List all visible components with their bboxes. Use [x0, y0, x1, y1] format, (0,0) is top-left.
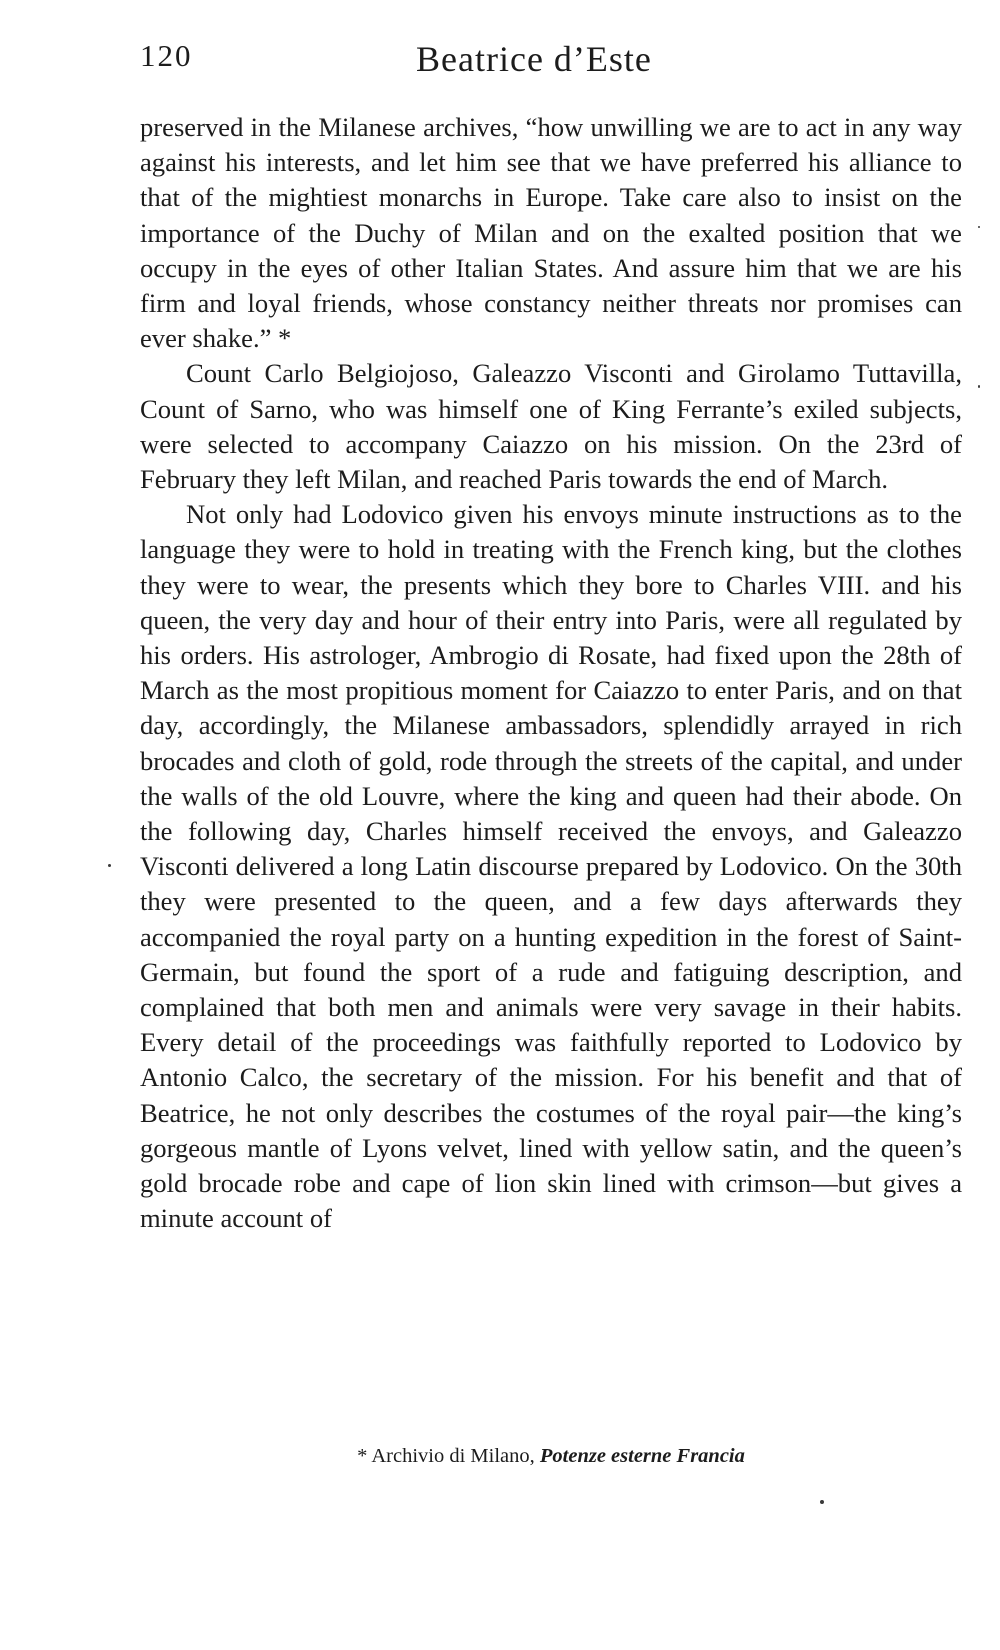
page-header [140, 38, 962, 88]
running-title: Beatrice d’Este [416, 39, 652, 79]
paragraph-1: preserved in the Milanese archives, “how unwilling we are to act in any way against his interests, and let him see that we have preferred his alliance to that of the mightiest monarchs in Europe. Take care also to insist on the importance of the Duchy of Milan and on the exalted position that we occupy in the eyes of other Italian States. And assure him that we are his firm and loyal friends, whose constancy neither threats nor promises can ever shake.” * [140, 112, 962, 354]
scan-speck [978, 385, 980, 388]
footnote-marker: * [357, 1445, 368, 1467]
body-text [140, 110, 962, 1237]
footnote-source: Archivio di Milano, [371, 1445, 535, 1467]
scan-speck [108, 864, 111, 867]
footnote [140, 1443, 962, 1469]
paragraph-3: Not only had Lodovico given his envoys minute instructions as to the language they were to hold in treating with the French king, but the clothes they were to wear, the presents which they bore to Charles VIII. and his queen, the very day and hour of their entry into Paris, were all regulated by his orders. His astrologer, Ambrogio di Rosate, had fixed upon the 28th of March as the most propitious moment for Caiazzo to enter Paris, and on that day, accordingly, the Milanese ambassadors, splendidly arrayed in rich brocades and cloth of gold, rode through the streets of the capital, and under the walls of the old Louvre, where the king and queen had their abode. On the following day, Charles himself received the envoys, and Galeazzo Visconti delivered a long Latin discourse prepared by Lodovico. On the 30th they were presented to the queen, and a few days afterwards they accompanied the royal party on a hunting expedition in the forest of Saint-Germain, but found the sport of a rude and fatiguing description, and complained that both men and animals were very savage in their habits. Every detail of the proceedings was faithfully reported to Lodovico by Antonio Calco, the secretary of the mission. For his benefit and that of Beatrice, he not only describes the costumes of the royal pair—the king’s gorgeous mantle of Lyons velvet, lined with yellow satin, and the queen’s gold brocade robe and cape of lion skin lined with crimson—but gives a minute account of [140, 499, 962, 1234]
page-number: 120 [140, 38, 193, 73]
footnote-italic-source: Potenze esterne Francia [539, 1445, 745, 1467]
paragraph-2: Count Carlo Belgiojoso, Galeazzo Visconti and Girolamo Tuttavilla, Count of Sarno, who was himself one of King Ferrante’s exiled subjects, were selected to accompany Caiazzo on his mission. On the 23rd of February they left Milan, and reached Paris towards the end of March. [140, 358, 962, 495]
scan-speck [820, 1500, 824, 1504]
scan-speck [978, 226, 980, 228]
